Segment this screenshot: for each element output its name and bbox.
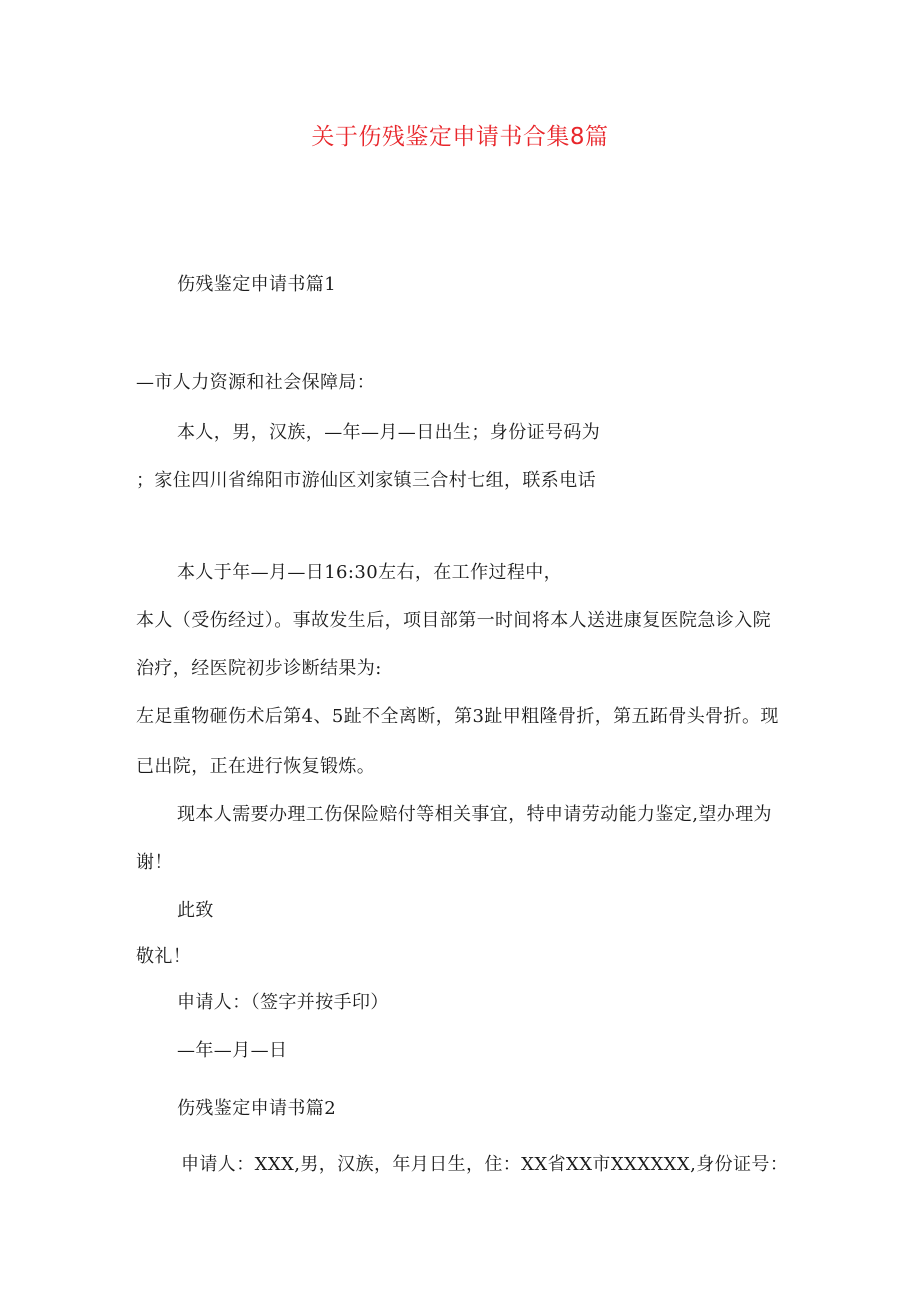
section-heading: 伤残鉴定申请书篇2: [177, 1098, 337, 1119]
paragraph-line: 已出院，正在进行恢复锻炼。: [136, 756, 376, 777]
paragraph-line: 现本人需要办理工伤保险赔付等相关事宜，特申请劳动能力鉴定,望办理为: [177, 804, 772, 825]
document-title: 关于伤残鉴定申请书合集8篇: [311, 124, 609, 150]
paragraph-line: 本人，男，汉族，—年—月—日出生；身份证号码为: [177, 422, 601, 443]
closing-salute: 敬礼！: [136, 946, 192, 967]
applicant-signature-line: 申请人：（签字并按手印）: [177, 992, 389, 1013]
salutation: —市人力资源和社会保障局：: [136, 372, 376, 393]
paragraph-line: 申请人：XXX,男，汉族，年月日生，住：XX省XX市XXXXXX,身份证号：: [181, 1154, 789, 1175]
closing-line: 此致: [177, 900, 214, 921]
section-heading: 伤残鉴定申请书篇1: [177, 274, 337, 295]
paragraph-line: ；家住四川省绵阳市游仙区刘家镇三合村七组，联系电话: [136, 470, 596, 491]
paragraph-line: 治疗，经医院初步诊断结果为:: [136, 658, 382, 679]
paragraph-line: 左足重物砸伤术后第4、5趾不全离断，第3趾甲粗隆骨折，第五跖骨头骨折。现: [136, 706, 779, 727]
date-line: —年—月—日: [177, 1040, 288, 1061]
paragraph-line: 谢！: [136, 852, 173, 873]
paragraph-line: 本人于年—月—日16:30左右，在工作过程中，: [177, 562, 563, 583]
paragraph-line: 本人（受伤经过）。事故发生后，项目部第一时间将本人送进康复医院急诊入院: [136, 610, 771, 631]
